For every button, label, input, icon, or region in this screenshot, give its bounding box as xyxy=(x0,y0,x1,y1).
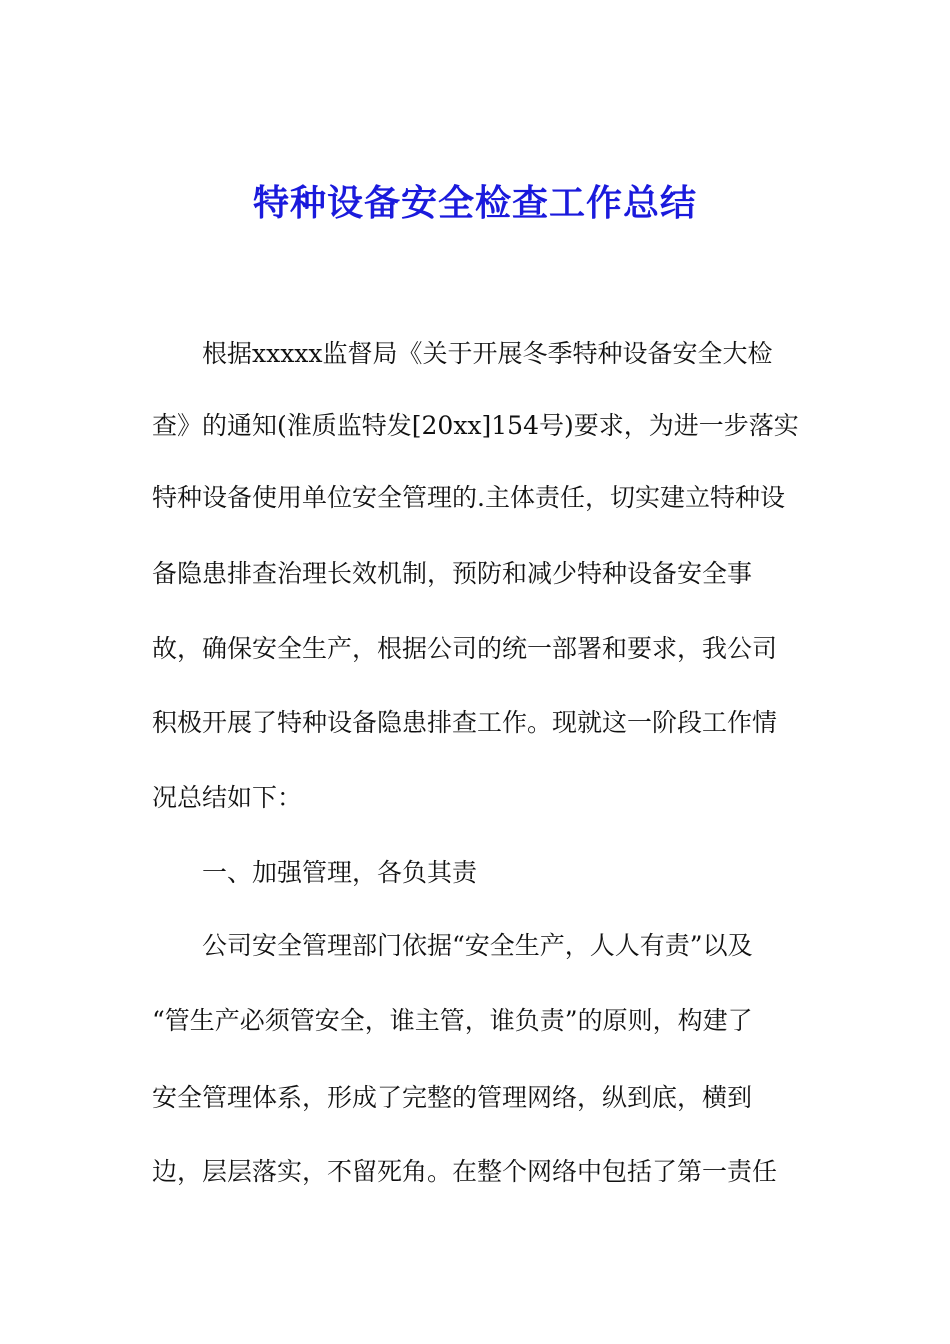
paragraph-line: 公司安全管理部门依据“安全生产，人人有责”以及 xyxy=(202,931,753,960)
paragraph-line: 况总结如下： xyxy=(152,783,303,812)
paragraph-line: “管生产必须管安全，谁主管，谁负责”的原则，构建了 xyxy=(152,1006,753,1035)
paragraph-line: 特种设备使用单位安全管理的.主体责任，切实建立特种设 xyxy=(152,483,785,512)
paragraph-line: 根据xxxxx监督局《关于开展冬季特种设备安全大检 xyxy=(202,339,773,368)
paragraph-line: 边，层层落实，不留死角。在整个网络中包括了第一责任 xyxy=(152,1157,778,1186)
section-heading: 一、加强管理，各负其责 xyxy=(202,858,478,887)
paragraph-line: 备隐患排查治理长效机制，预防和减少特种设备安全事 xyxy=(152,559,753,588)
paragraph-line: 故，确保安全生产，根据公司的统一部署和要求，我公司 xyxy=(152,634,778,663)
paragraph-line: 积极开展了特种设备隐患排查工作。现就这一阶段工作情 xyxy=(152,708,778,737)
paragraph-line: 安全管理体系，形成了完整的管理网络，纵到底，横到 xyxy=(152,1083,753,1112)
paragraph-line: 查》的通知(淮质监特发[20xx]154号)要求，为进一步落实 xyxy=(152,411,799,440)
document-title: 特种设备安全检查工作总结 xyxy=(252,182,697,224)
